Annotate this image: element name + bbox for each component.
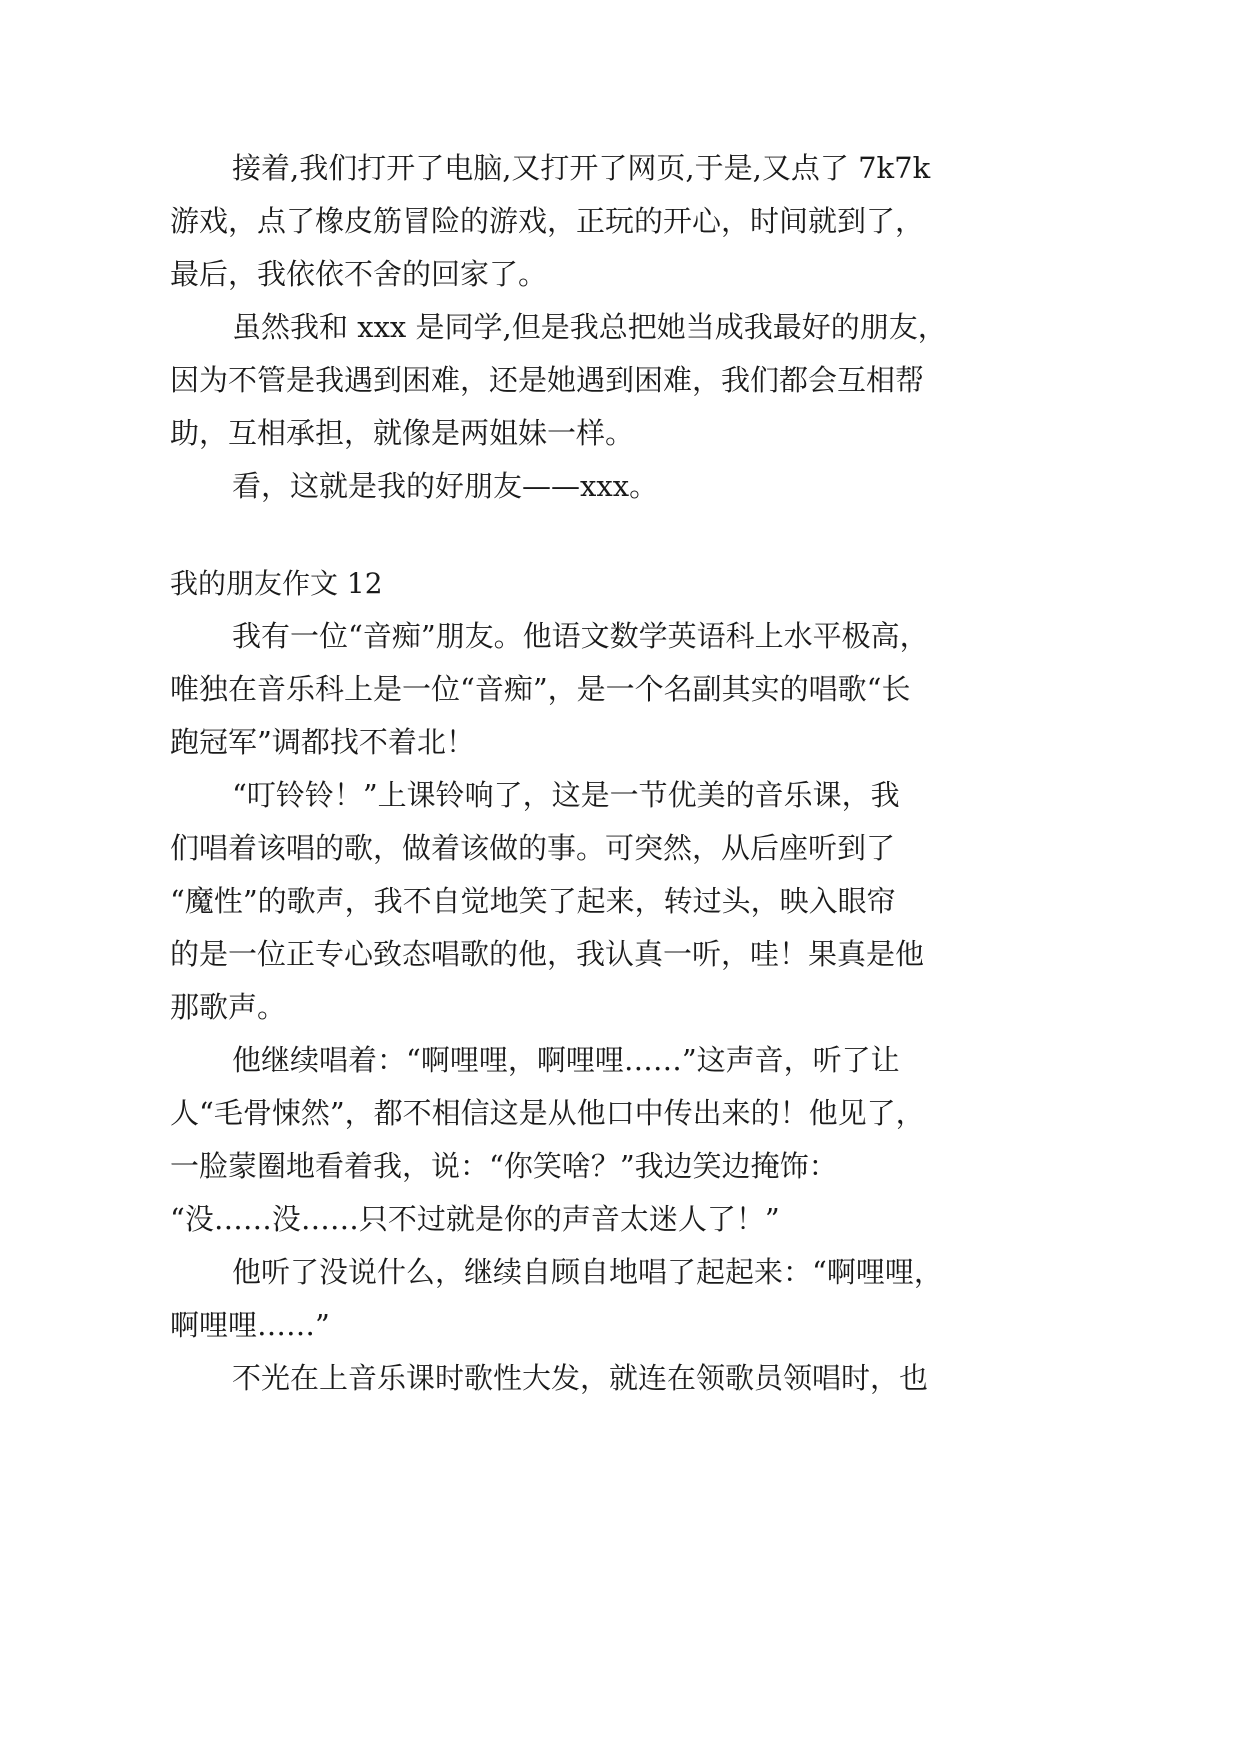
paragraph-1-line-1: 接着,我们打开了电脑,又打开了网页,于是,又点了 7k7k bbox=[232, 151, 931, 185]
paragraph-5-line-3: “魔性”的歌声，我不自觉地笑了起来，转过头，映入眼帘 bbox=[170, 884, 896, 918]
paragraph-7-line-1: 他听了没说什么，继续自顾自地唱了起起来：“啊哩哩， bbox=[232, 1255, 943, 1289]
paragraph-5-line-5: 那歌声。 bbox=[170, 990, 287, 1024]
paragraph-2-line-2: 因为不管是我遇到困难，还是她遇到困难，我们都会互相帮 bbox=[170, 363, 925, 397]
paragraph-6-line-2: 人“毛骨悚然”，都不相信这是从他口中传出来的！他见了， bbox=[170, 1096, 925, 1130]
paragraph-2-line-3: 助，互相承担，就像是两姐妹一样。 bbox=[170, 416, 635, 450]
paragraph-4-line-3: 跑冠军”调都找不着北！ bbox=[170, 725, 475, 759]
paragraph-7-line-2: 啊哩哩……” bbox=[170, 1308, 330, 1342]
paragraph-4-line-1: 我有一位“音痴”朋友。他语文数学英语科上水平极高， bbox=[232, 619, 929, 653]
paragraph-4-line-2: 唯独在音乐科上是一位“音痴”，是一个名副其实的唱歌“长 bbox=[170, 672, 911, 706]
paragraph-8-line-1: 不光在上音乐课时歌性大发，就连在领歌员领唱时，也 bbox=[232, 1361, 929, 1395]
paragraph-1-line-3: 最后，我依依不舍的回家了。 bbox=[170, 257, 548, 291]
paragraph-5-line-4: 的是一位正专心致态唱歌的他，我认真一听，哇！果真是他 bbox=[170, 937, 925, 971]
paragraph-6-line-1: 他继续唱着：“啊哩哩，啊哩哩……”这声音，听了让 bbox=[232, 1043, 900, 1077]
paragraph-1-line-2: 游戏，点了橡皮筋冒险的游戏，正玩的开心，时间就到了， bbox=[170, 204, 925, 238]
paragraph-6-line-4: “没……没……只不过就是你的声音太迷人了！” bbox=[170, 1202, 780, 1236]
paragraph-6-line-3: 一脸蒙圈地看着我，说：“你笑啥？”我边笑边掩饰： bbox=[170, 1149, 838, 1183]
paragraph-5-line-2: 们唱着该唱的歌，做着该做的事。可突然，从后座听到了 bbox=[170, 831, 896, 865]
paragraph-2-line-1: 虽然我和 xxx 是同学,但是我总把她当成我最好的朋友， bbox=[232, 310, 947, 344]
paragraph-5-line-1: “叮铃铃！”上课铃响了，这是一节优美的音乐课，我 bbox=[232, 778, 900, 812]
paragraph-3-line-1: 看，这就是我的好朋友——xxx。 bbox=[232, 469, 659, 503]
section-heading: 我的朋友作文 12 bbox=[170, 567, 383, 600]
